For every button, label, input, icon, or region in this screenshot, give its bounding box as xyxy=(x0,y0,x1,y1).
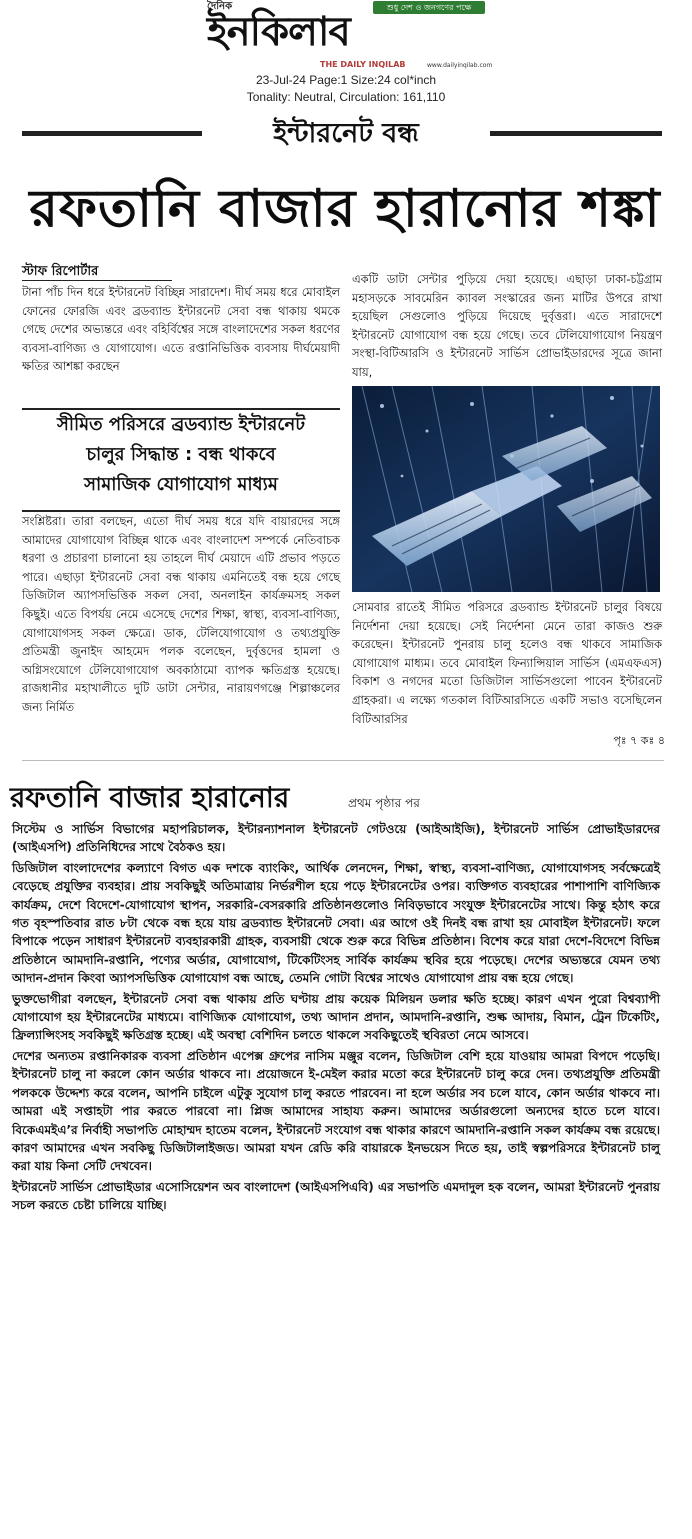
subheadline-line-1: সীমিত পরিসরে ব্রডব্যান্ড ইন্টারনেট xyxy=(56,414,306,435)
article-left-column-body: সংশ্লিষ্টরা। তারা বলছেন, এতো দীর্ঘ সময় ধরে যদি বায়ারদের সঙ্গে আমাদের যোগাযোগ বিচ্ছিন্ন থাকে এবং বাংলাদেশ সম্পর্কে নেতিবাচক ধরণা ও প্রচারণা চালানো হয় তাহলে দীর্ঘ মেয়াদে এটি প্রভাব পড়তে পারে। এছাড়া ইন্টারনেট সেবা বন্ধ থাকায় এমনিতেই বন্ধ হয়ে গেছে ডিজিটাল অ্যাপসভিত্তিক সকল সেবা, অনলাইন কার্যক্রমসহ সকল কিছুই। এতে বিপর্যয় নেমে এসেছে দেশের শিক্ষা, স্বাস্থ্য, ব্যবসা-বাণিজ্য, যোগাযোগসহ সকল ক্ষেত্রে। ডাক, টেলিযোগাযোগ ও তথ্যপ্রযুক্তি প্রতিমন্ত্রী জুনাইদ আহমেদ পলক বলেছেন, দুর্বৃত্তদের হামলা ও অগ্নিসংযোগে টেলিযোগাযোগ অবকাঠামো ব্যাপক ক্ষতিগ্রস্ত হয়েছে। রাজধানীর মহাখালীতে দুটি ডাটা সেন্টার, নারায়ণগঞ্জে শিল্পাঞ্চলের জন্য নির্মিত xyxy=(22,514,340,714)
continued-from-label: প্রথম পৃষ্ঠার পর xyxy=(348,796,420,810)
clipping-meta-line1: 23-Jul-24 Page:1 Size:24 col*inch xyxy=(255,73,437,87)
subheadline-line-3: সামাজিক যোগাযোগ মাধ্যম xyxy=(84,474,278,495)
continuation-body xyxy=(12,820,660,1520)
masthead xyxy=(205,0,493,72)
continuation-paragraph: সিস্টেম ও সার্ভিস বিভাগের মহাপরিচালক, ইন্টারন্যাশনাল ইন্টারনেট গেটওয়ে (আইআইজি), ইন্টারনেট সার্ভিস প্রোভাইডারদের (আইএসপি) প্রতিনিধিদের সাথে বৈঠকও হয়। xyxy=(12,822,660,855)
article-right-column-body: সোমবার রাতেই সীমিত পরিসরে ব্রডব্যান্ড ইন্টারনেট চালুর বিষয়ে নির্দেশনা দেয়া হয়েছে। সেই নির্দেশনা মেনে তারা কাজও শুরু করেছেন। ইন্টারনেট পুনরায় চালু হলেও বন্ধ থাকবে সামাজিক যোগাযোগ মাধ্যম। তবে মোবাইল ফিন্যান্সিয়াল সার্ভিস (এমএফএস) বিকাশ ও নগদের মতো ডিজিটাল সার্ভিসগুলো পাবেন ইন্টারনেট গ্রাহকরা। এ লক্ষ্যে গতকাল বিটিআরসিতে একটি সভাও বসেছিলেন বিটিআরসির xyxy=(352,600,662,726)
continuation-paragraph: ভুক্তভোগীরা বলছেন, ইন্টারনেট সেবা বন্ধ থাকায় প্রতি ঘণ্টায় প্রায় কয়েক মিলিয়ন ডলার ক্ষতি হচ্ছে। কারণ এখন পুরো বিশ্বব্যাপী যোগাযোগ হয় ইন্টারনেটের মাধ্যমে। বাণিজ্যিক যোগাযোগ, তথ্য আদান প্রদান, আমদানি-রপ্তানি, শুল্ক আদায়, বিমান, ট্রেন টিকেটিং, ফ্রিল্যান্সিংসহ সবকিছুই ক্ষতিগ্রস্ত হচ্ছে। এই অবস্থা বেশিদিন চলতে থাকলে সবকিছুতেই স্থবিরতা নেমে আসবে। xyxy=(12,991,660,1043)
masthead-english-name: THE DAILY INQILAB xyxy=(320,60,406,69)
kicker-rule-left xyxy=(22,131,202,136)
article-kicker: ইন্টারনেট বন্ধ xyxy=(273,118,419,149)
continuation-paragraph: ইন্টারনেট সার্ভিস প্রোভাইডার এসোসিয়েশন অব বাংলাদেশ (আইএসপিএবি) এর সভাপতি এমদাদুল হক বলেন, আমরা ইন্টারনেট পুনরায় সচল করতে চেষ্টা চালিয়ে যাচ্ছি। xyxy=(12,1179,660,1213)
masthead-website: www.dailyinqilab.com xyxy=(427,62,493,69)
continued-on-page: পৃঃ ৭ কঃ ৪ xyxy=(613,734,665,747)
clipping-meta-line2: Tonality: Neutral, Circulation: 161,110 xyxy=(246,90,446,104)
masthead-slogan: শুধু দেশ ও জনগণের পক্ষে xyxy=(373,1,485,14)
article-headline: রফতানি বাজার হারানোর শঙ্কা xyxy=(29,179,661,239)
continuation-headline: রফতানি বাজার হারানোর xyxy=(10,781,290,814)
masthead-small-title: দৈনিক xyxy=(207,1,233,12)
article-subheadline-box xyxy=(22,408,340,512)
kicker-rule-right xyxy=(490,131,662,136)
masthead-logo: ইনকিলাব xyxy=(207,9,350,55)
section-divider xyxy=(22,760,664,761)
network-cables-photo xyxy=(352,386,660,592)
article-right-column-top: একটি ডাটা সেন্টার পুড়িয়ে দেয়া হয়েছে। এছাড়া ঢাকা-চট্টগ্রাম মহাসড়কে সাবমেরিন ক্যাবল সংস্কারের জন্য মাটির উপরে রাখা হয়েছিল সেগুলোও পুড়িয়ে দিয়েছে দুর্বৃত্তরা। এতে সারাদেশে ইন্টারনেট যোগাযোগ বন্ধ হয়ে গেছে। তবে টেলিযোগাযোগ নিয়ন্ত্রণ সংস্থা-বিটিআরসি ও ইন্টারনেট সার্ভিস প্রোভাইডারদের সূত্রে জানা যায়, xyxy=(352,272,662,379)
continuation-paragraph: ডিজিটাল বাংলাদেশের কল্যাণে বিগত এক দশকে ব্যাংকিং, আর্থিক লেনদেন, শিক্ষা, স্বাস্থ্য, ব্যবসা-বাণিজ্য, যোগাযোগসহ সর্বক্ষেত্রেই বেড়েছে প্রযুক্তির ব্যবহার। প্রায় সবকিছুই অতিমাত্রায় নির্ভরশীল হয়ে পড়ে ইন্টারনেটের ওপর। ব্যক্তিগত ব্যবহারের পাশাপাশি বাণিজ্যিক কার্যক্রম, দেশে বিদেশে-যোগাযোগ স্থাপন, সরকারি-বেসরকারি প্রতিষ্ঠানগুলোও নিবিড়ভাবে সংযুক্ত ইন্টারনেটের সাথে। কিন্তু হঠাৎ করে গত বৃহস্পতিবার রাত ৮টা থেকে বন্ধ হয়ে যায় ব্রডব্যান্ড ইন্টারনেট সেবা। এর আগে ওই দিনই বন্ধ রাখা হয় মোবাইল ইন্টারনেট। ফলে বিপাকে পড়েন সাধারণ ইন্টারনেট ব্যবহারকারী গ্রাহক, ব্যবসায়ী থেকে শুরু করে বিভিন্ন প্রতিষ্ঠান। বিশেষ করে যারা দেশে-বিদেশে বিভিন্ন প্রতিষ্ঠানে আমদানি-রপ্তানি, পণ্যের অর্ডার, যোগাযোগ, টিকেটিংসহ সার্বিক কার্যক্রম স্থবির হয়ে পড়েছে। দেশের অভ্যন্তরে যেমন তথ্য আদান-প্রদান কিংবা অ্যাপসভিত্তিক যোগাযোগ বন্ধ আছে, তেমনি গোটা বিশ্বের সাথেও যোগাযোগ প্রায় বন্ধ হয়ে গেছে। xyxy=(12,860,660,986)
article-byline: স্টাফ রিপোর্টার xyxy=(22,262,172,281)
subheadline-line-2: চালুর সিদ্ধান্ত : বন্ধ থাকবে xyxy=(86,444,276,465)
continuation-paragraph: দেশের অন্যতম রপ্তানিকারক ব্যবসা প্রতিষ্ঠান এপেক্স গ্রুপের নাসিম মঞ্জুর বলেন, ডিজিটাল বেশি হয়ে যাওয়ায় আমরা বিপদে পড়েছি। ইন্টারনেট চালু না করলে কোন অর্ডার থাকবে না। প্রয়োজনে ই-মেইল করার মতো করে ইন্টারনেট চালু করে দেন। তথ্যপ্রযুক্তি প্রতিমন্ত্রী পলককে উদ্দেশ্য করে বলেন, আপনি চাইলে এটুকু সুযোগ চালু করতে পারবেন। না হলে অর্ডার সব চলে যাবে, কোন অর্ডার থাকবে না। আমরা এই সপ্তাহটা পার করতে পারবো না। প্লিজ আমাদের সাহায্য করুন। আমাদের অর্ডারগুলো অন্যদের হাতে চলে যাবে। বিকেএমইএ’র নির্বাহী সভাপতি মোহাম্মদ হাতেম বলেন, ইন্টারনেট সংযোগ বন্ধ থাকার কারণে আমদানি-রপ্তানি সকল কার্যক্রম বন্ধ রয়েছে। কারণ আমাদের এখন সবকিছু ডিজিটালাইজড। আমরা যখন রেডি করি বায়ারকে ইনভয়েস দিতে হয়, তাই স্বল্পপরিসরে ইন্টারনেট চালু করা যায় কিনা সেটি দেখবেন। xyxy=(12,1048,660,1174)
article-lead-paragraph: টানা পাঁচ দিন ধরে ইন্টারনেট বিচ্ছিন্ন সারাদেশ। দীর্ঘ সময় ধরে মোবাইল ফোনের ফোরজি এবং ব্রডব্যান্ড ইন্টারনেট সেবা বন্ধ থাকায় থমকে গেছে দেশের অভ্যন্তরে এবং বহির্বিশ্বের সঙ্গে বাংলাদেশের সকল ধরণের ব্যবসা-বাণিজ্য ও যোগাযোগ। এতে রপ্তানিভিত্তিক ব্যবসায় দীর্ঘমেয়াদী ক্ষতির আশঙ্কা করছেন xyxy=(22,285,340,374)
